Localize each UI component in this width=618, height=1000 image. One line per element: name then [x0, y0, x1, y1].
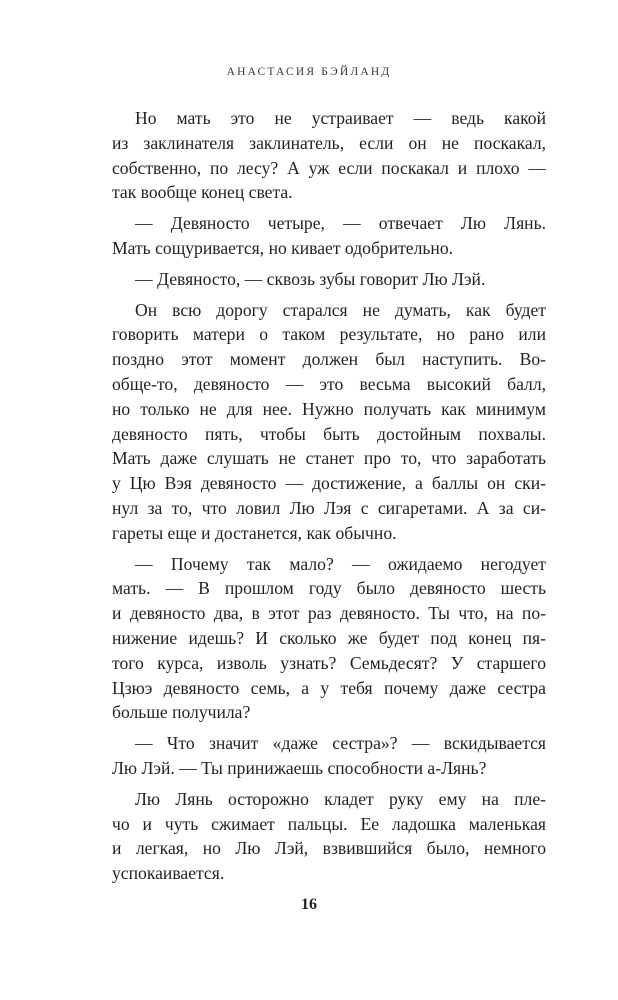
- text-line: Мать сощуривается, но кивает одобрительно.: [112, 237, 454, 258]
- text-line: так вообще конец света.: [112, 182, 293, 203]
- text-line: Лю Лэй. — Ты принижаешь способности а-Лянь?: [112, 757, 487, 778]
- text-line: мать. — В прошлом году было девяносто шесть: [112, 578, 546, 599]
- text-line: того курса, изволь узнать? Семьдесят? У старшего: [112, 652, 546, 673]
- paragraph: [112, 211, 546, 261]
- text-line: обще-то, девяносто — это весьма высокий балл,: [112, 373, 546, 394]
- text-line: Мать даже слушать не станет про то, что заработать: [112, 448, 546, 469]
- text-line: Цзюэ девяносто семь, а у тебя почему даже сестра: [112, 677, 546, 698]
- text-line: — Что значит «даже сестра»? — вскидывается: [135, 733, 546, 754]
- text-line: нижение идешь? И сколько же будет под конец пя-: [112, 627, 546, 648]
- text-line: гареты еще и достанется, как обычно.: [112, 522, 397, 543]
- text-line: девяносто пять, чтобы быть достойным похвалы.: [112, 423, 546, 444]
- paragraph: [112, 106, 546, 205]
- running-header: АНАСТАСИЯ БЭЙЛАНД: [226, 66, 392, 78]
- paragraph: [112, 267, 546, 292]
- text-line: Он всю дорогу старался не думать, как будет: [135, 299, 546, 320]
- body-text: [112, 106, 546, 892]
- text-line: Но мать это не устраивает — ведь какой: [135, 108, 546, 128]
- text-line: нул за то, что ловил Лю Лэя с сигаретами. А за си-: [112, 497, 546, 518]
- text-line: — Почему так мало? — ожидаемо негодует: [135, 553, 546, 574]
- text-line: успокаивается.: [112, 863, 225, 884]
- text-line: чо и чуть сжимает пальцы. Ее ладошка маленькая: [112, 813, 546, 834]
- text-line: из заклинателя заклинатель, если он не поскакал,: [112, 132, 546, 153]
- text-line: у Цю Вэя девяносто — достижение, а баллы он ски-: [112, 473, 546, 494]
- text-line: говорить матери о таком результате, но рано или: [112, 324, 546, 345]
- paragraph: [112, 552, 546, 726]
- text-line: поздно этот момент должен был наступить. Во-: [112, 349, 546, 370]
- text-line: но только не для нее. Нужно получать как минимум: [112, 398, 546, 419]
- text-line: и легкая, но Лю Лэй, взвившийся было, немного: [112, 838, 546, 859]
- page-number: 16: [301, 896, 317, 913]
- text-line: — Девяносто четыре, — отвечает Лю Лянь.: [135, 213, 546, 234]
- text-line: больше получила?: [112, 702, 251, 723]
- text-line: Лю Лянь осторожно кладет руку ему на пле-: [135, 788, 546, 809]
- paragraph: [112, 298, 546, 546]
- text-line: и девяносто два, в этот раз девяносто. Ты что, на по-: [112, 603, 546, 624]
- paragraph: [112, 731, 546, 781]
- paragraph: [112, 787, 546, 886]
- text-line: — Девяносто, — сквозь зубы говорит Лю Лэй.: [135, 268, 486, 289]
- text-line: собственно, по лесу? А уж если поскакал и плохо —: [112, 157, 546, 178]
